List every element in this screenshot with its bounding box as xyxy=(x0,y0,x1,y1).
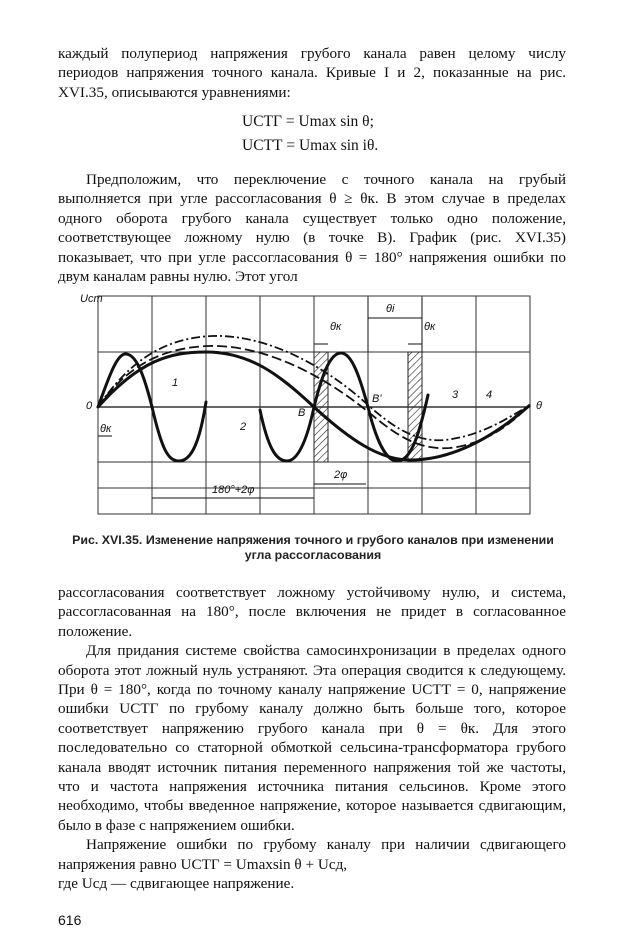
two-phi-label: 2φ xyxy=(334,469,348,481)
span-180-label: 180°+2φ xyxy=(212,484,255,496)
paragraph: каждый полупериод напряжения грубого канала равен целому числу периодов напряжения точного канала. Кривые I и 2, показанные на рис. XVI.35, описываются уравнениями: xyxy=(58,45,566,101)
paragraph: где Uсд — сдвигающее напряжение. xyxy=(58,875,295,893)
paragraph: рассогласования соответствует ложному устойчивому нулю, и система, рассогласованная на 180°, после включения не придет в согласованное положение. xyxy=(58,584,566,640)
point-b-label: B xyxy=(298,407,306,419)
curve-2-label: 2 xyxy=(240,421,247,433)
point-b-prime-label: B' xyxy=(372,393,382,405)
theta-k-right-label: θк xyxy=(424,321,436,333)
page-number: 616 xyxy=(58,912,82,928)
paragraph: Напряжение ошибки по грубому каналу при наличии сдвигающего напряжения равно UСТГ = Umaxsin θ + Uсд, xyxy=(58,836,566,873)
curve-3-label: 3 xyxy=(452,389,459,401)
bottom-text-block xyxy=(58,583,566,894)
y-axis-label: Uст xyxy=(80,293,103,305)
figure-caption: Рис. XVI.35. Изменение напряжения точного и грубого каналов при изменении угла рассогласования xyxy=(72,533,554,562)
origin-label: 0 xyxy=(86,400,93,412)
curve-1-label: 1 xyxy=(172,377,179,389)
theta-k-top-label: θк xyxy=(330,321,342,333)
equation-2: UСТТ = Umax sin iθ. xyxy=(242,137,379,154)
equation-1: UСТГ = Umax sin θ; xyxy=(242,113,374,130)
theta-i-label: θi xyxy=(386,303,395,315)
theta-k-left-label: θк xyxy=(100,423,112,435)
curve-4-label: 4 xyxy=(486,389,493,401)
paragraph: Предположим, что переключение с точного канала на грубый выполняется при угле рассогласования θ ≥ θк. В этом случае в пределах одного оборота грубого канала существует только одно положение, соответствующее ложному нулю (в точке B). График (рис. XVI.35) показывает, что при угле рассогласования θ = 180° напряжения ошибки по двум каналам равны нулю. Этот угол xyxy=(58,171,566,286)
theta-axis-label: θ xyxy=(536,400,542,412)
paragraph: Для придания системе свойства самосинхронизации в пределах одного оборота этот ложный нуль устраняют. Эта операция сводится к следующему. При θ = 180°, когда по точному каналу напряжение UСТТ = 0, напряжение ошибки UСТГ по грубому каналу должно быть больше того, которое соответствует напряжению грубого канала при θ = θк. Для этого последовательно со статорной обмоткой сельсина-трансформатора грубого канала вводят источник питания переменного напряжения той же частоты, что и частота напряжения источника питания сельсинов. Кроме этого необходимо, чтобы введенное напряжение, которое называется сдвигающим, было в фазе с напряжением ошибки. xyxy=(58,642,566,834)
